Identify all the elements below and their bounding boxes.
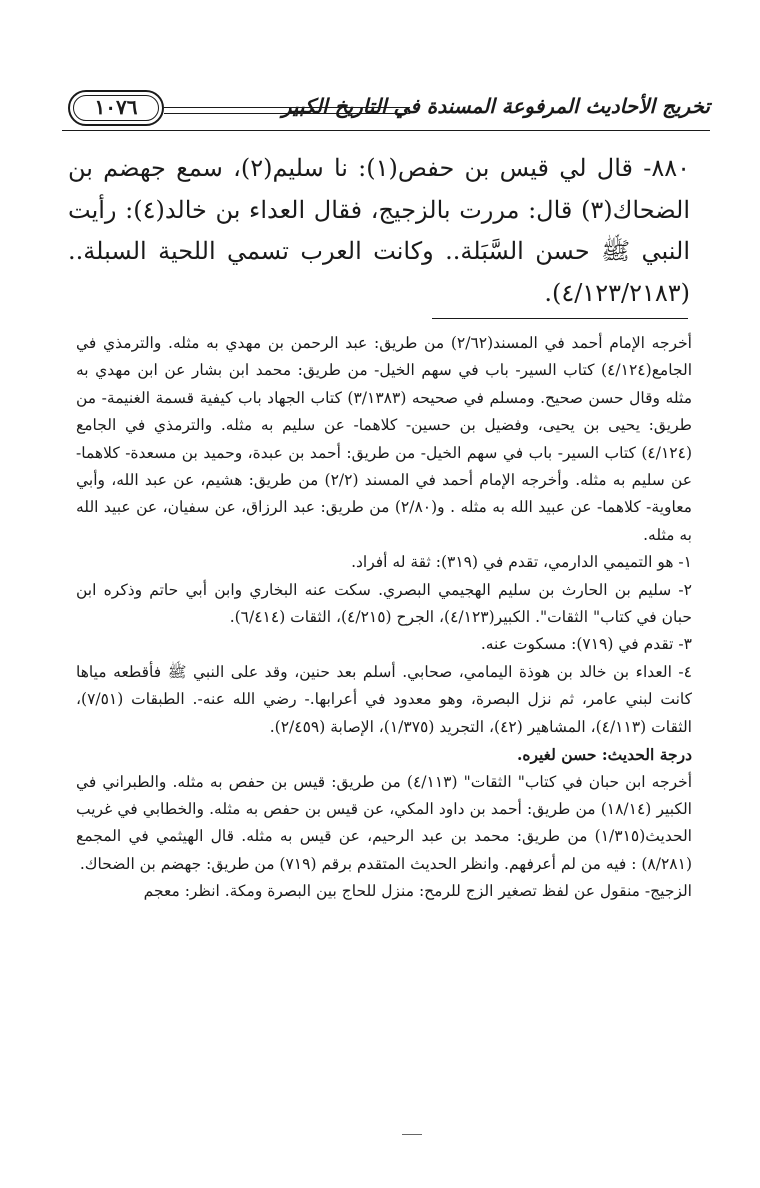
footnote-zujaij: الزجيج- منقول عن لفظ تصغير الزج للرمح: منزل للحاج بين البصرة ومكة. انظر: معجم bbox=[143, 882, 692, 901]
footnote-takhrij: أخرجه الإمام أحمد في المسند(٢/٦٢) من طريق: عبد الرحمن بن مهدي به مثله. والترمذي في الجامع(٤/١٢٤) كتاب السير- باب في سهم الخيل- من طريق: محمد ابن بشار عن ابن مهدي به مثله وقال حسن صحيح. ومسلم في صحيحه (٣/١٣٨٣) كتاب الجهاد باب كيفية قسمة الغنيمة- من طريق: يحيى بن يحيى، وفضيل بن حسين- كلاهما- عن سليم به مثله. والترمذي في الجامع (٤/١٢٤) كتاب السير- باب في سهم الخيل- من طريق: أحمد بن عبدة، وحميد بن مسعدة- كلاهما- عن سليم به مثله. وأخرجه الإمام أحمد في المسند (٢/٢) من طريق: هشيم، عن عبد الله، وأبي معاوية- كلاهما- عن عبيد الله به مثله . و(٢/٨٠) من طريق: عبد الرزاق، عن سفيان، عن عبيد الله به مثله. bbox=[76, 334, 693, 544]
page-header bbox=[60, 90, 710, 140]
hadith-grade: درجة الحديث: حسن لغيره. bbox=[516, 745, 692, 765]
hadith-880-text: ٨٨٠- قال لي قيس بن حفص(١): نا سليم(٢)، سمع جهضم بن الضحاك(٣) قال: مررت بالزجيج، فقال العداء بن خالد(٤): رأيت النبي ﷺ حسن السَّبَلة.. وكانت العرب تسمي اللحية السبلة.. (٤/١٢٣/٢١٨٣). bbox=[68, 154, 691, 307]
footnote-separator bbox=[432, 318, 688, 319]
footnote-3: ٣- تقدم في (٧١٩): مسكوت عنه. bbox=[480, 635, 692, 654]
header-underline bbox=[62, 130, 710, 131]
bottom-mark bbox=[402, 1134, 422, 1135]
footnote-1: ١- هو التميمي الدارمي، تقدم في (٣١٩): ثقة له أفراد. bbox=[351, 553, 692, 572]
footnote-4: ٤- العداء بن خالد بن هوذة اليمامي، صحابي. أسلم بعد حنين، وقد على النبي ﷺ فأقطعه مياها كانت لبني عامر، ثم نزل البصرة، وهو معدود في أعرابها.- رضي الله عنه-. الطبقات (٧/٥١)، الثقات (٤/١١٣)، المشاهير (٤٢)، التجريد (١/٣٧٥)، الإصابة (٢/٤٥٩). bbox=[76, 662, 692, 736]
hadith-text-block bbox=[68, 148, 690, 314]
footnote-2: ٢- سليم بن الحارث بن سليم الهجيمي البصري. سكت عنه البخاري وابن أبي حاتم وذكره ابن حبان في كتاب" الثقات". الكبير(٤/١٢٣)، الجرح (٤/٢١٥)، الثقات (٦/٤١٤). bbox=[76, 580, 692, 627]
footnotes-block bbox=[76, 330, 692, 906]
page-number: ١٠٧٦ bbox=[94, 95, 138, 119]
page-number-badge bbox=[68, 90, 164, 126]
running-title: تخريج الأحاديث المرفوعة المسندة في التاريخ الكبير bbox=[281, 94, 710, 118]
footnote-takhrij-2: أخرجه ابن حبان في كتاب" الثقات" (٤/١١٣) من طريق: قيس بن حفص به مثله. والطبراني في الكبير (١٨/١٤) من طريق: أحمد بن داود المكي، عن قيس بن حفص به مثله. والخطابي في غريب الحديث(١/٣١٥) من طريق: محمد بن عبد الرحيم، عن قيس به مثله. قال الهيثمي في المجمع (٨/٢٨١) : فيه من لم أعرفهم. وانظر الحديث المتقدم برقم (٧١٩) من طريق: جهضم بن الضحاك. bbox=[76, 772, 693, 873]
